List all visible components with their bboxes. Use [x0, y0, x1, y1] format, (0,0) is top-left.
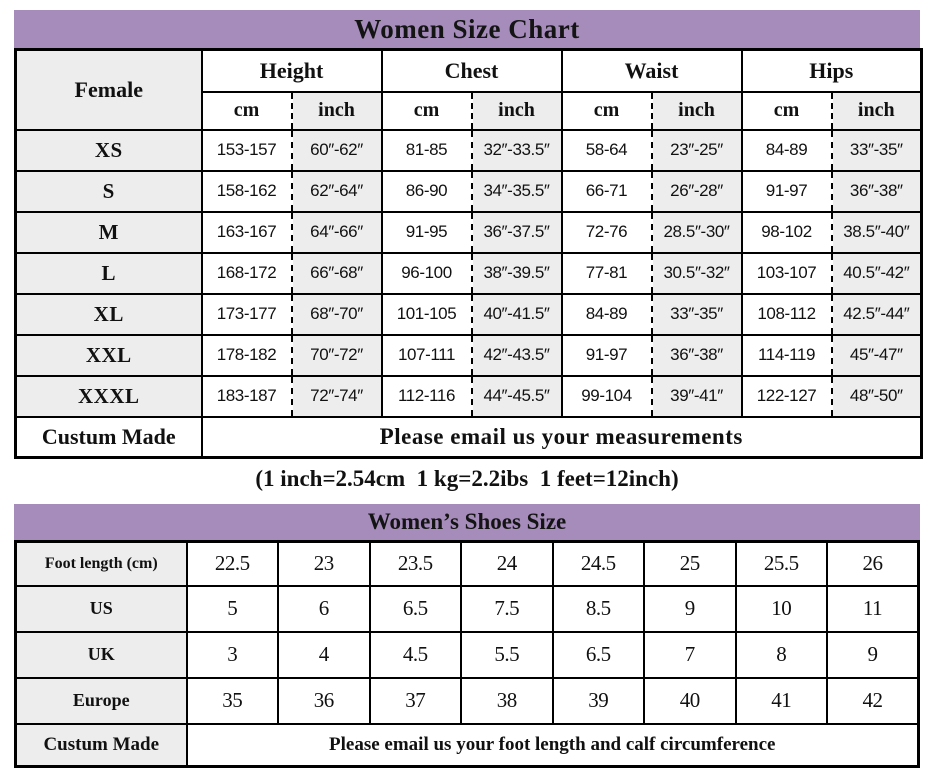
waist-inch-value: 26″-28″ — [652, 171, 742, 212]
hips-cm-value: 84-89 — [742, 130, 832, 171]
foot-length-value: 23 — [278, 542, 370, 586]
unit-header-cm: cm — [562, 92, 652, 130]
height-cm-value: 163-167 — [202, 212, 292, 253]
waist-cm-value: 84-89 — [562, 294, 652, 335]
size-label: S — [16, 171, 202, 212]
shoes-row-uk — [16, 632, 919, 678]
chest-inch-value: 36″-37.5″ — [472, 212, 562, 253]
hips-cm-value: 122-127 — [742, 376, 832, 417]
size-label: M — [16, 212, 202, 253]
height-inch-value: 64″-66″ — [292, 212, 382, 253]
size-row-xxxl — [16, 376, 922, 417]
size-row-m — [16, 212, 922, 253]
waist-inch-value: 30.5″-32″ — [652, 253, 742, 294]
us-size-value: 11 — [827, 586, 919, 632]
uk-size-value: 9 — [827, 632, 919, 678]
height-cm-value: 178-182 — [202, 335, 292, 376]
shoes-row-label: Europe — [16, 678, 187, 724]
europe-size-value: 41 — [736, 678, 828, 724]
hips-cm-value: 91-97 — [742, 171, 832, 212]
europe-size-value: 40 — [644, 678, 736, 724]
unit-header-inch: inch — [832, 92, 922, 130]
height-inch-value: 70″-72″ — [292, 335, 382, 376]
unit-header-inch: inch — [652, 92, 742, 130]
waist-cm-value: 99-104 — [562, 376, 652, 417]
us-size-value: 10 — [736, 586, 828, 632]
foot-length-value: 23.5 — [370, 542, 462, 586]
size-label: XXL — [16, 335, 202, 376]
chest-cm-value: 107-111 — [382, 335, 472, 376]
chest-inch-value: 42″-43.5″ — [472, 335, 562, 376]
group-header-row — [16, 50, 922, 92]
shoes-title-bar — [14, 504, 920, 540]
hips-inch-value: 33″-35″ — [832, 130, 922, 171]
uk-size-value: 6.5 — [553, 632, 645, 678]
foot-length-value: 24 — [461, 542, 553, 586]
shoes-row-label: US — [16, 586, 187, 632]
chest-inch-value: 34″-35.5″ — [472, 171, 562, 212]
hips-inch-value: 45″-47″ — [832, 335, 922, 376]
height-cm-value: 173-177 — [202, 294, 292, 335]
us-size-value: 5 — [187, 586, 279, 632]
waist-inch-value: 33″-35″ — [652, 294, 742, 335]
unit-header-cm: cm — [742, 92, 832, 130]
uk-size-value: 4 — [278, 632, 370, 678]
hips-inch-value: 42.5″-44″ — [832, 294, 922, 335]
height-cm-value: 183-187 — [202, 376, 292, 417]
height-inch-value: 68″-70″ — [292, 294, 382, 335]
us-size-value: 6.5 — [370, 586, 462, 632]
height-inch-value: 72″-74″ — [292, 376, 382, 417]
europe-size-value: 36 — [278, 678, 370, 724]
unit-header-inch: inch — [472, 92, 562, 130]
height-cm-value: 168-172 — [202, 253, 292, 294]
women-size-table — [14, 48, 923, 459]
size-row-xxl — [16, 335, 922, 376]
hips-inch-value: 40.5″-42″ — [832, 253, 922, 294]
unit-header-cm: cm — [202, 92, 292, 130]
hips-cm-value: 108-112 — [742, 294, 832, 335]
waist-inch-value: 39″-41″ — [652, 376, 742, 417]
waist-inch-value: 28.5″-30″ — [652, 212, 742, 253]
shoes-title: Women’s Shoes Size — [367, 509, 567, 534]
uk-size-value: 4.5 — [370, 632, 462, 678]
size-label: XXXL — [16, 376, 202, 417]
chest-cm-value: 112-116 — [382, 376, 472, 417]
size-chart-title-bar — [14, 10, 920, 48]
size-chart-title: Women Size Chart — [354, 13, 580, 44]
chest-inch-value: 44″-45.5″ — [472, 376, 562, 417]
europe-size-value: 35 — [187, 678, 279, 724]
foot-length-value: 24.5 — [553, 542, 645, 586]
foot-length-value: 22.5 — [187, 542, 279, 586]
waist-inch-value: 23″-25″ — [652, 130, 742, 171]
waist-cm-value: 66-71 — [562, 171, 652, 212]
group-header-chest: Chest — [382, 50, 562, 92]
group-header-waist: Waist — [562, 50, 742, 92]
hips-inch-value: 38.5″-40″ — [832, 212, 922, 253]
hips-inch-value: 48″-50″ — [832, 376, 922, 417]
conversion-note: (1 inch=2.54cm 1 kg=2.2ibs 1 feet=12inch) — [255, 466, 679, 491]
unit-header-inch: inch — [292, 92, 382, 130]
height-cm-value: 158-162 — [202, 171, 292, 212]
hips-inch-value: 36″-38″ — [832, 171, 922, 212]
custom-made-row — [16, 417, 922, 458]
us-size-value: 6 — [278, 586, 370, 632]
shoes-custom-made-label: Custum Made — [16, 724, 187, 767]
waist-cm-value: 77-81 — [562, 253, 652, 294]
uk-size-value: 8 — [736, 632, 828, 678]
waist-cm-value: 91-97 — [562, 335, 652, 376]
europe-size-value: 38 — [461, 678, 553, 724]
group-header-height: Height — [202, 50, 382, 92]
group-header-hips: Hips — [742, 50, 922, 92]
height-inch-value: 62″-64″ — [292, 171, 382, 212]
shoes-row-label: Foot length (cm) — [16, 542, 187, 586]
us-size-value: 9 — [644, 586, 736, 632]
height-inch-value: 60″-62″ — [292, 130, 382, 171]
europe-size-value: 39 — [553, 678, 645, 724]
hips-cm-value: 98-102 — [742, 212, 832, 253]
custom-made-message: Please email us your measurements — [202, 417, 922, 458]
foot-length-value: 25 — [644, 542, 736, 586]
size-row-l — [16, 253, 922, 294]
hips-cm-value: 114-119 — [742, 335, 832, 376]
us-size-value: 7.5 — [461, 586, 553, 632]
size-label: XL — [16, 294, 202, 335]
chest-cm-value: 91-95 — [382, 212, 472, 253]
europe-size-value: 37 — [370, 678, 462, 724]
size-row-xl — [16, 294, 922, 335]
custom-made-label: Custum Made — [16, 417, 202, 458]
size-row-xs — [16, 130, 922, 171]
chest-cm-value: 81-85 — [382, 130, 472, 171]
chest-inch-value: 38″-39.5″ — [472, 253, 562, 294]
size-row-s — [16, 171, 922, 212]
chest-inch-value: 40″-41.5″ — [472, 294, 562, 335]
uk-size-value: 3 — [187, 632, 279, 678]
chest-cm-value: 86-90 — [382, 171, 472, 212]
unit-header-cm: cm — [382, 92, 472, 130]
chest-cm-value: 96-100 — [382, 253, 472, 294]
corner-header-female: Female — [16, 50, 202, 130]
us-size-value: 8.5 — [553, 586, 645, 632]
height-cm-value: 153-157 — [202, 130, 292, 171]
chest-inch-value: 32″-33.5″ — [472, 130, 562, 171]
waist-inch-value: 36″-38″ — [652, 335, 742, 376]
women-shoes-table — [14, 540, 920, 768]
waist-cm-value: 72-76 — [562, 212, 652, 253]
height-inch-value: 66″-68″ — [292, 253, 382, 294]
waist-cm-value: 58-64 — [562, 130, 652, 171]
foot-length-value: 25.5 — [736, 542, 828, 586]
europe-size-value: 42 — [827, 678, 919, 724]
chest-cm-value: 101-105 — [382, 294, 472, 335]
foot-length-value: 26 — [827, 542, 919, 586]
shoes-row-us — [16, 586, 919, 632]
shoes-row-europe — [16, 678, 919, 724]
shoes-row-foot-length — [16, 542, 919, 586]
size-label: XS — [16, 130, 202, 171]
shoes-custom-made-row — [16, 724, 919, 767]
shoes-custom-made-message: Please email us your foot length and calf circumference — [187, 724, 919, 767]
size-label: L — [16, 253, 202, 294]
shoes-row-label: UK — [16, 632, 187, 678]
uk-size-value: 7 — [644, 632, 736, 678]
uk-size-value: 5.5 — [461, 632, 553, 678]
hips-cm-value: 103-107 — [742, 253, 832, 294]
